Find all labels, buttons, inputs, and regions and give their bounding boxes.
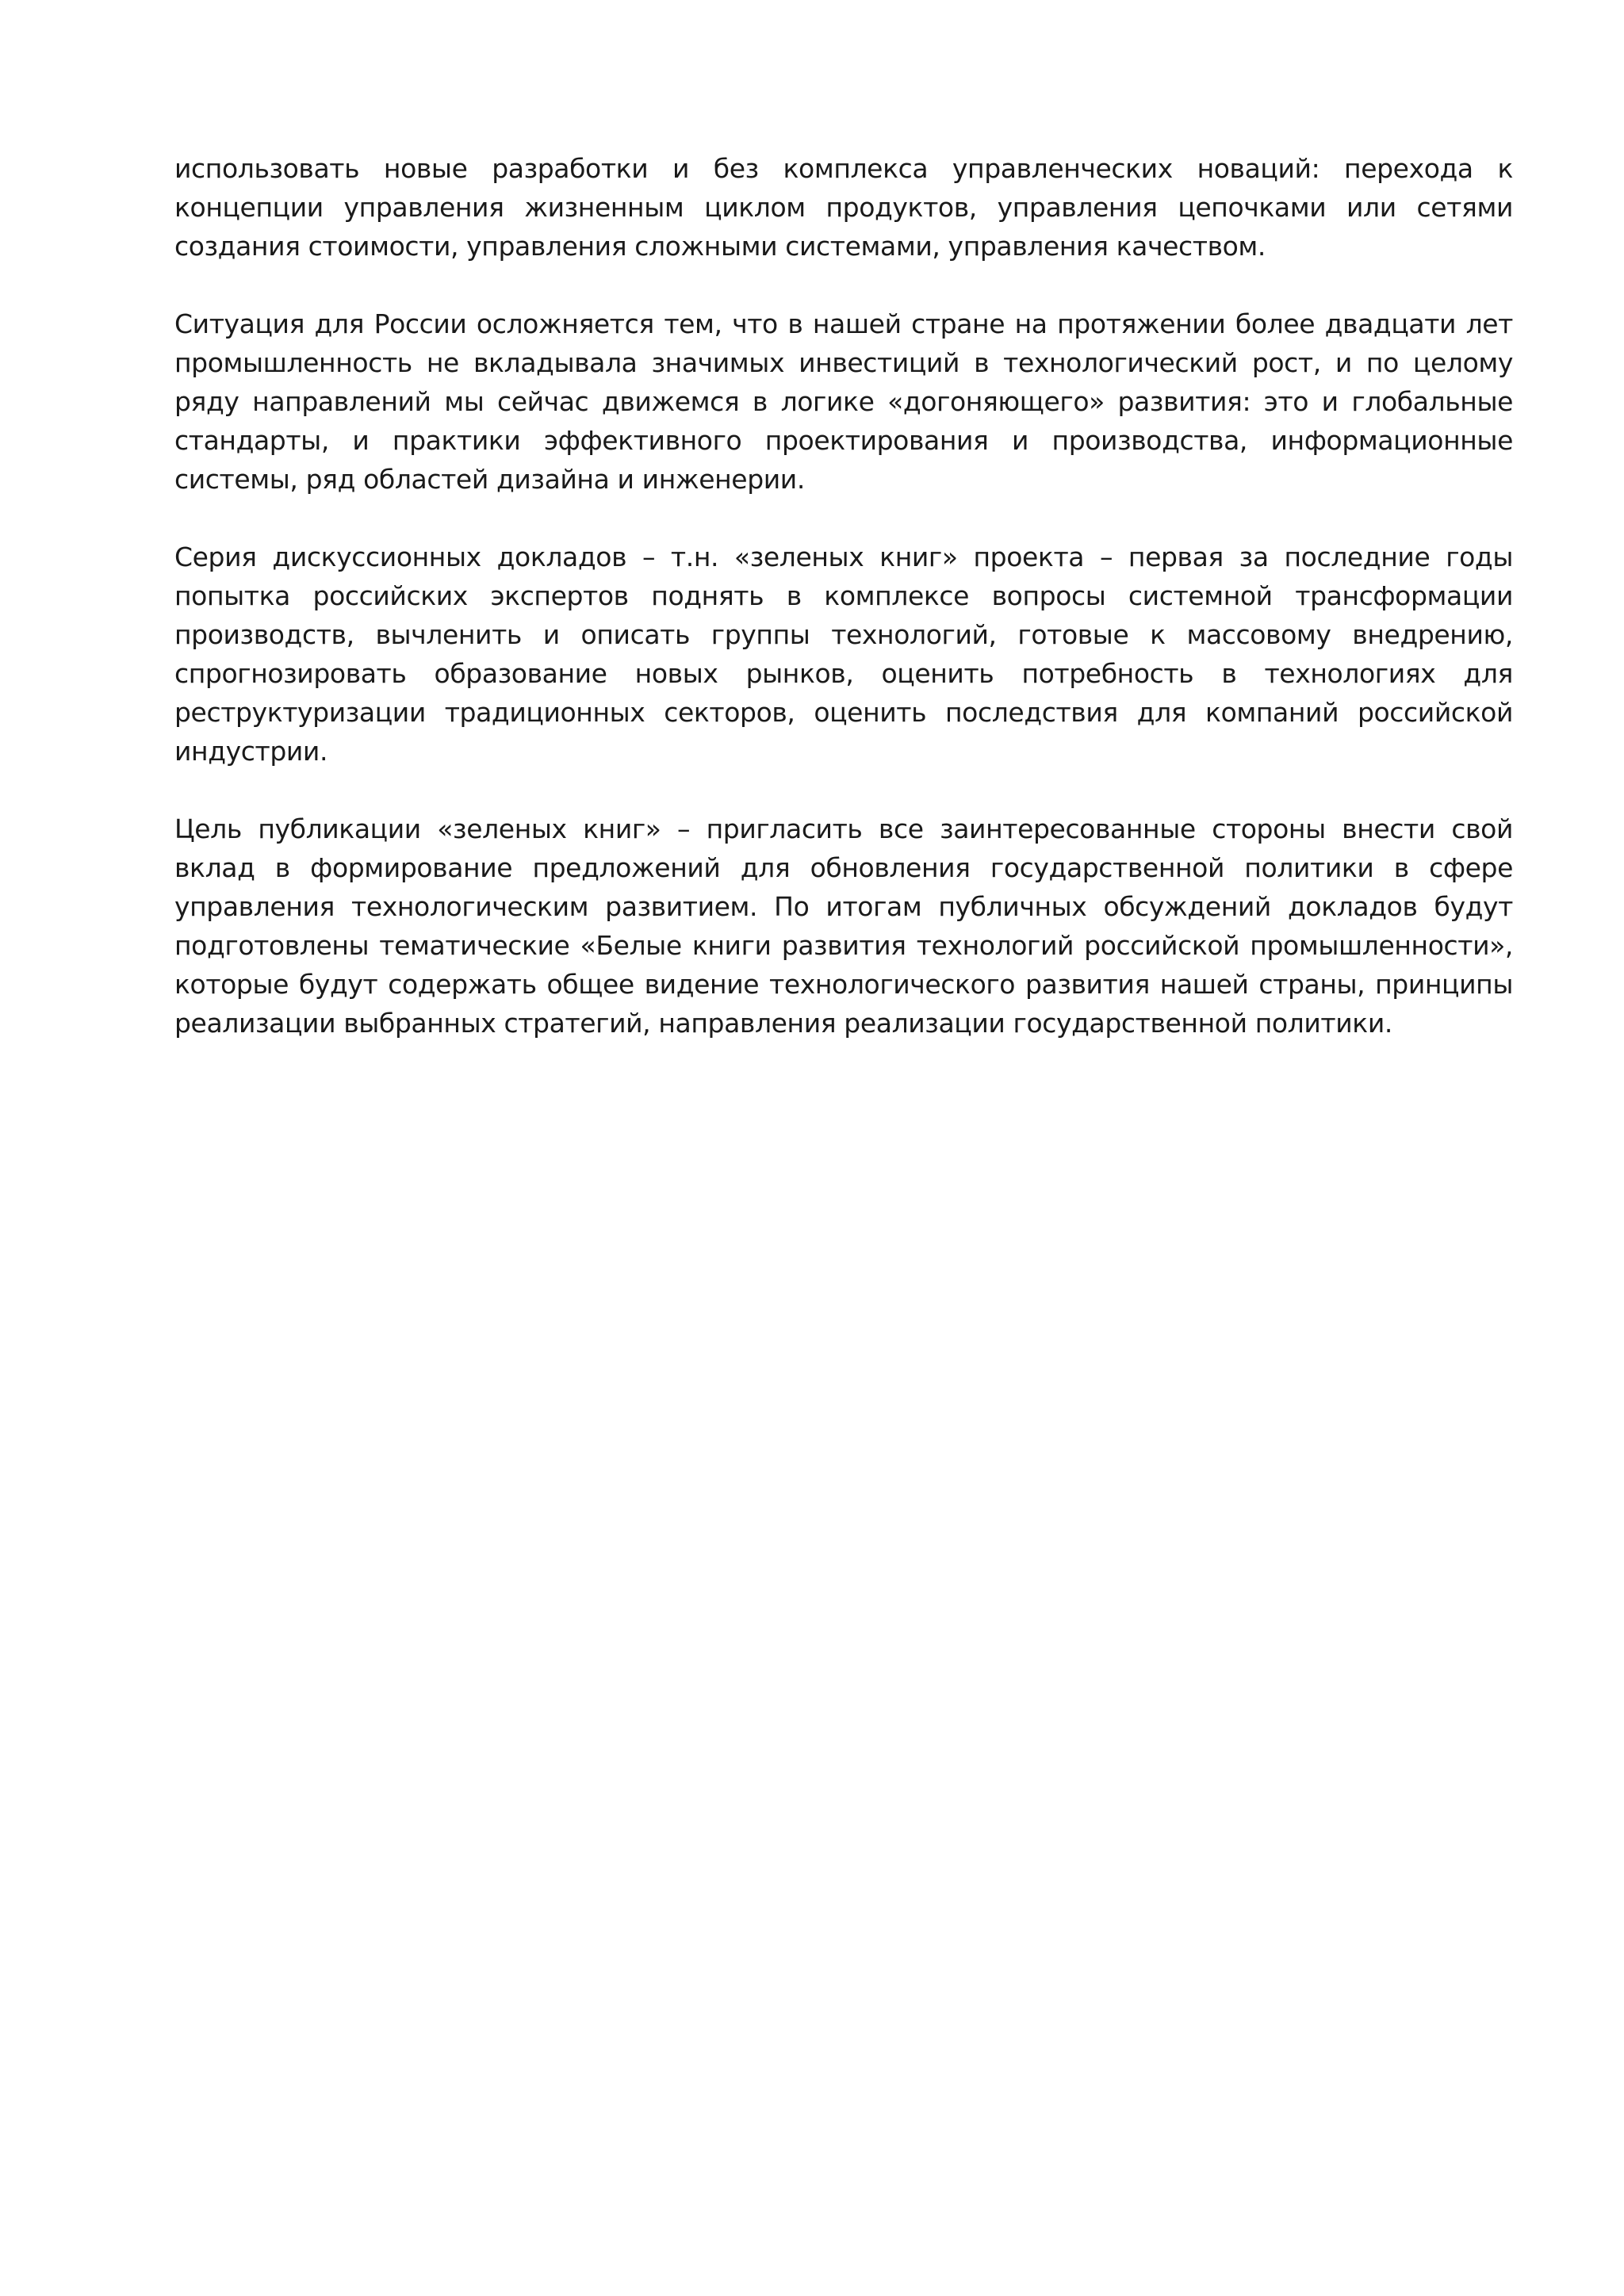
paragraph-4: Цель публикации «зеленых книг» – пригласить все заинтересованные стороны внести свой вклад в формирование предложений для обновления государственной политики в сфере управления технологическим развитием. По итогам публичных обсуждений докладов будут подготовлены тематические «Белые книги развития технологий российской промышленности», которые будут содержать общее видение технологического развития нашей страны, принципы реализации выбранных стратегий, направления реализации государственной политики. (174, 813, 1513, 1039)
paragraph-1: использовать новые разработки и без комплекса управленческих новаций: перехода к концепции управления жизненным циклом продуктов, управления цепочками или сетями создания стоимости, управления сложными системами, управления качеством. (174, 153, 1513, 262)
paragraph-3: Серия дискуссионных докладов – т.н. «зеленых книг» проекта – первая за последние годы попытка российских экспертов поднять в комплексе вопросы системной трансформации производств, вычленить и описать группы технологий, готовые к массовому внедрению, спрогнозировать образование новых рынков, оценить потребность в технологиях для реструктуризации традиционных секторов, оценить последствия для компаний российской индустрии. (174, 541, 1513, 767)
document-body (174, 149, 1513, 1081)
paragraph-2: Ситуация для России осложняется тем, что в нашей стране на протяжении более двадцати лет промышленность не вкладывала значимых инвестиций в технологический рост, и по целому ряду направлений мы сейчас движемся в логике «догоняющего» развития: это и глобальные стандарты, и практики эффективного проектирования и производства, информационные системы, ряд областей дизайна и инженерии. (174, 308, 1513, 495)
